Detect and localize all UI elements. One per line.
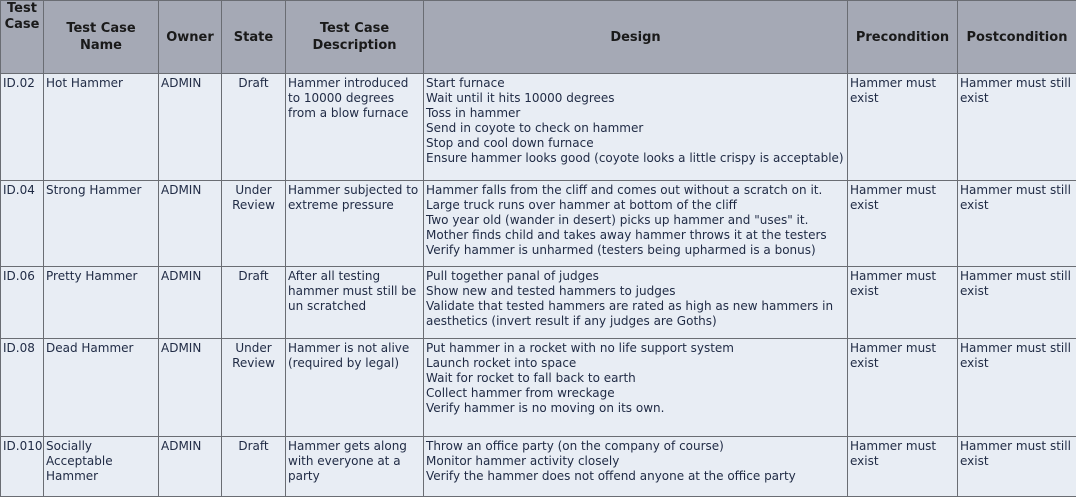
design-step: Launch rocket into space [426,356,845,371]
cell-owner: ADMIN [159,437,222,497]
cell-name: Strong Hammer [44,181,159,267]
column-header-design[interactable]: Design [424,1,848,74]
cell-description: Hammer introduced to 10000 degrees from a blow furnace [286,74,424,181]
design-step: Throw an office party (on the company of course) [426,439,845,454]
design-step: Send in coyote to check on hammer [426,121,845,136]
table-row[interactable] [1,267,1076,339]
cell-description: Hammer gets along with everyone at a party [286,437,424,497]
cell-id: ID.02 [1,74,44,181]
design-step: Verify the hammer does not offend anyone at the office party [426,469,845,484]
cell-state: Draft [222,437,286,497]
cell-state: Under Review [222,181,286,267]
cell-design [424,339,848,437]
table-row[interactable] [1,437,1076,497]
design-step: Collect hammer from wreckage [426,386,845,401]
design-step: Hammer falls from the cliff and comes out without a scratch on it. [426,183,845,198]
cell-id: ID.08 [1,339,44,437]
cell-state: Draft [222,267,286,339]
cell-owner: ADMIN [159,181,222,267]
design-step: Mother finds child and takes away hammer throws it at the testers [426,228,845,243]
cell-precondition: Hammer must exist [848,267,958,339]
cell-owner: ADMIN [159,267,222,339]
cell-name: Hot Hammer [44,74,159,181]
design-step: aesthetics (invert result if any judges are Goths) [426,314,845,329]
design-step: Verify hammer is no moving on its own. [426,401,845,416]
cell-name: Dead Hammer [44,339,159,437]
design-step: Pull together panal of judges [426,269,845,284]
cell-design [424,74,848,181]
cell-id: ID.04 [1,181,44,267]
design-step: Validate that tested hammers are rated as high as new hammers in [426,299,845,314]
design-step: Toss in hammer [426,106,845,121]
cell-description: Hammer subjected to extreme pressure [286,181,424,267]
cell-owner: ADMIN [159,74,222,181]
column-header-description[interactable]: Test Case Description [286,1,424,74]
cell-precondition: Hammer must exist [848,437,958,497]
cell-owner: ADMIN [159,339,222,437]
cell-description: After all testing hammer must still be un scratched [286,267,424,339]
design-step: Wait until it hits 10000 degrees [426,91,845,106]
design-step: Put hammer in a rocket with no life support system [426,341,845,356]
design-step: Verify hammer is unharmed (testers being upharmed is a bonus) [426,243,845,258]
design-step: Large truck runs over hammer at bottom of the cliff [426,198,845,213]
cell-name: Socially Acceptable Hammer [44,437,159,497]
cell-postcondition: Hammer must still exist [958,339,1076,437]
design-step: Ensure hammer looks good (coyote looks a little crispy is acceptable) [426,151,845,166]
column-header-test-case[interactable]: Test Case [1,1,44,74]
cell-precondition: Hammer must exist [848,339,958,437]
cell-design [424,267,848,339]
column-header-test-case-name[interactable]: Test Case Name [44,1,159,74]
cell-id: ID.06 [1,267,44,339]
design-step: Stop and cool down furnace [426,136,845,151]
design-step: Two year old (wander in desert) picks up hammer and "uses" it. [426,213,845,228]
column-header-postcondition[interactable]: Postcondition [958,1,1076,74]
cell-precondition: Hammer must exist [848,74,958,181]
header-row [1,1,1076,74]
cell-postcondition: Hammer must still exist [958,74,1076,181]
column-header-precondition[interactable]: Precondition [848,1,958,74]
design-step: Show new and tested hammers to judges [426,284,845,299]
cell-postcondition: Hammer must still exist [958,437,1076,497]
cell-precondition: Hammer must exist [848,181,958,267]
cell-state: Draft [222,74,286,181]
cell-postcondition: Hammer must still exist [958,181,1076,267]
design-step: Monitor hammer activity closely [426,454,845,469]
design-step: Wait for rocket to fall back to earth [426,371,845,386]
cell-design [424,181,848,267]
design-step: Start furnace [426,76,845,91]
column-header-owner[interactable]: Owner [159,1,222,74]
cell-description: Hammer is not alive (required by legal) [286,339,424,437]
cell-name: Pretty Hammer [44,267,159,339]
table-row[interactable] [1,339,1076,437]
cell-design [424,437,848,497]
column-header-state[interactable]: State [222,1,286,74]
cell-state: Under Review [222,339,286,437]
cell-postcondition: Hammer must still exist [958,267,1076,339]
table-row[interactable] [1,74,1076,181]
table-row[interactable] [1,181,1076,267]
cell-id: ID.010 [1,437,44,497]
